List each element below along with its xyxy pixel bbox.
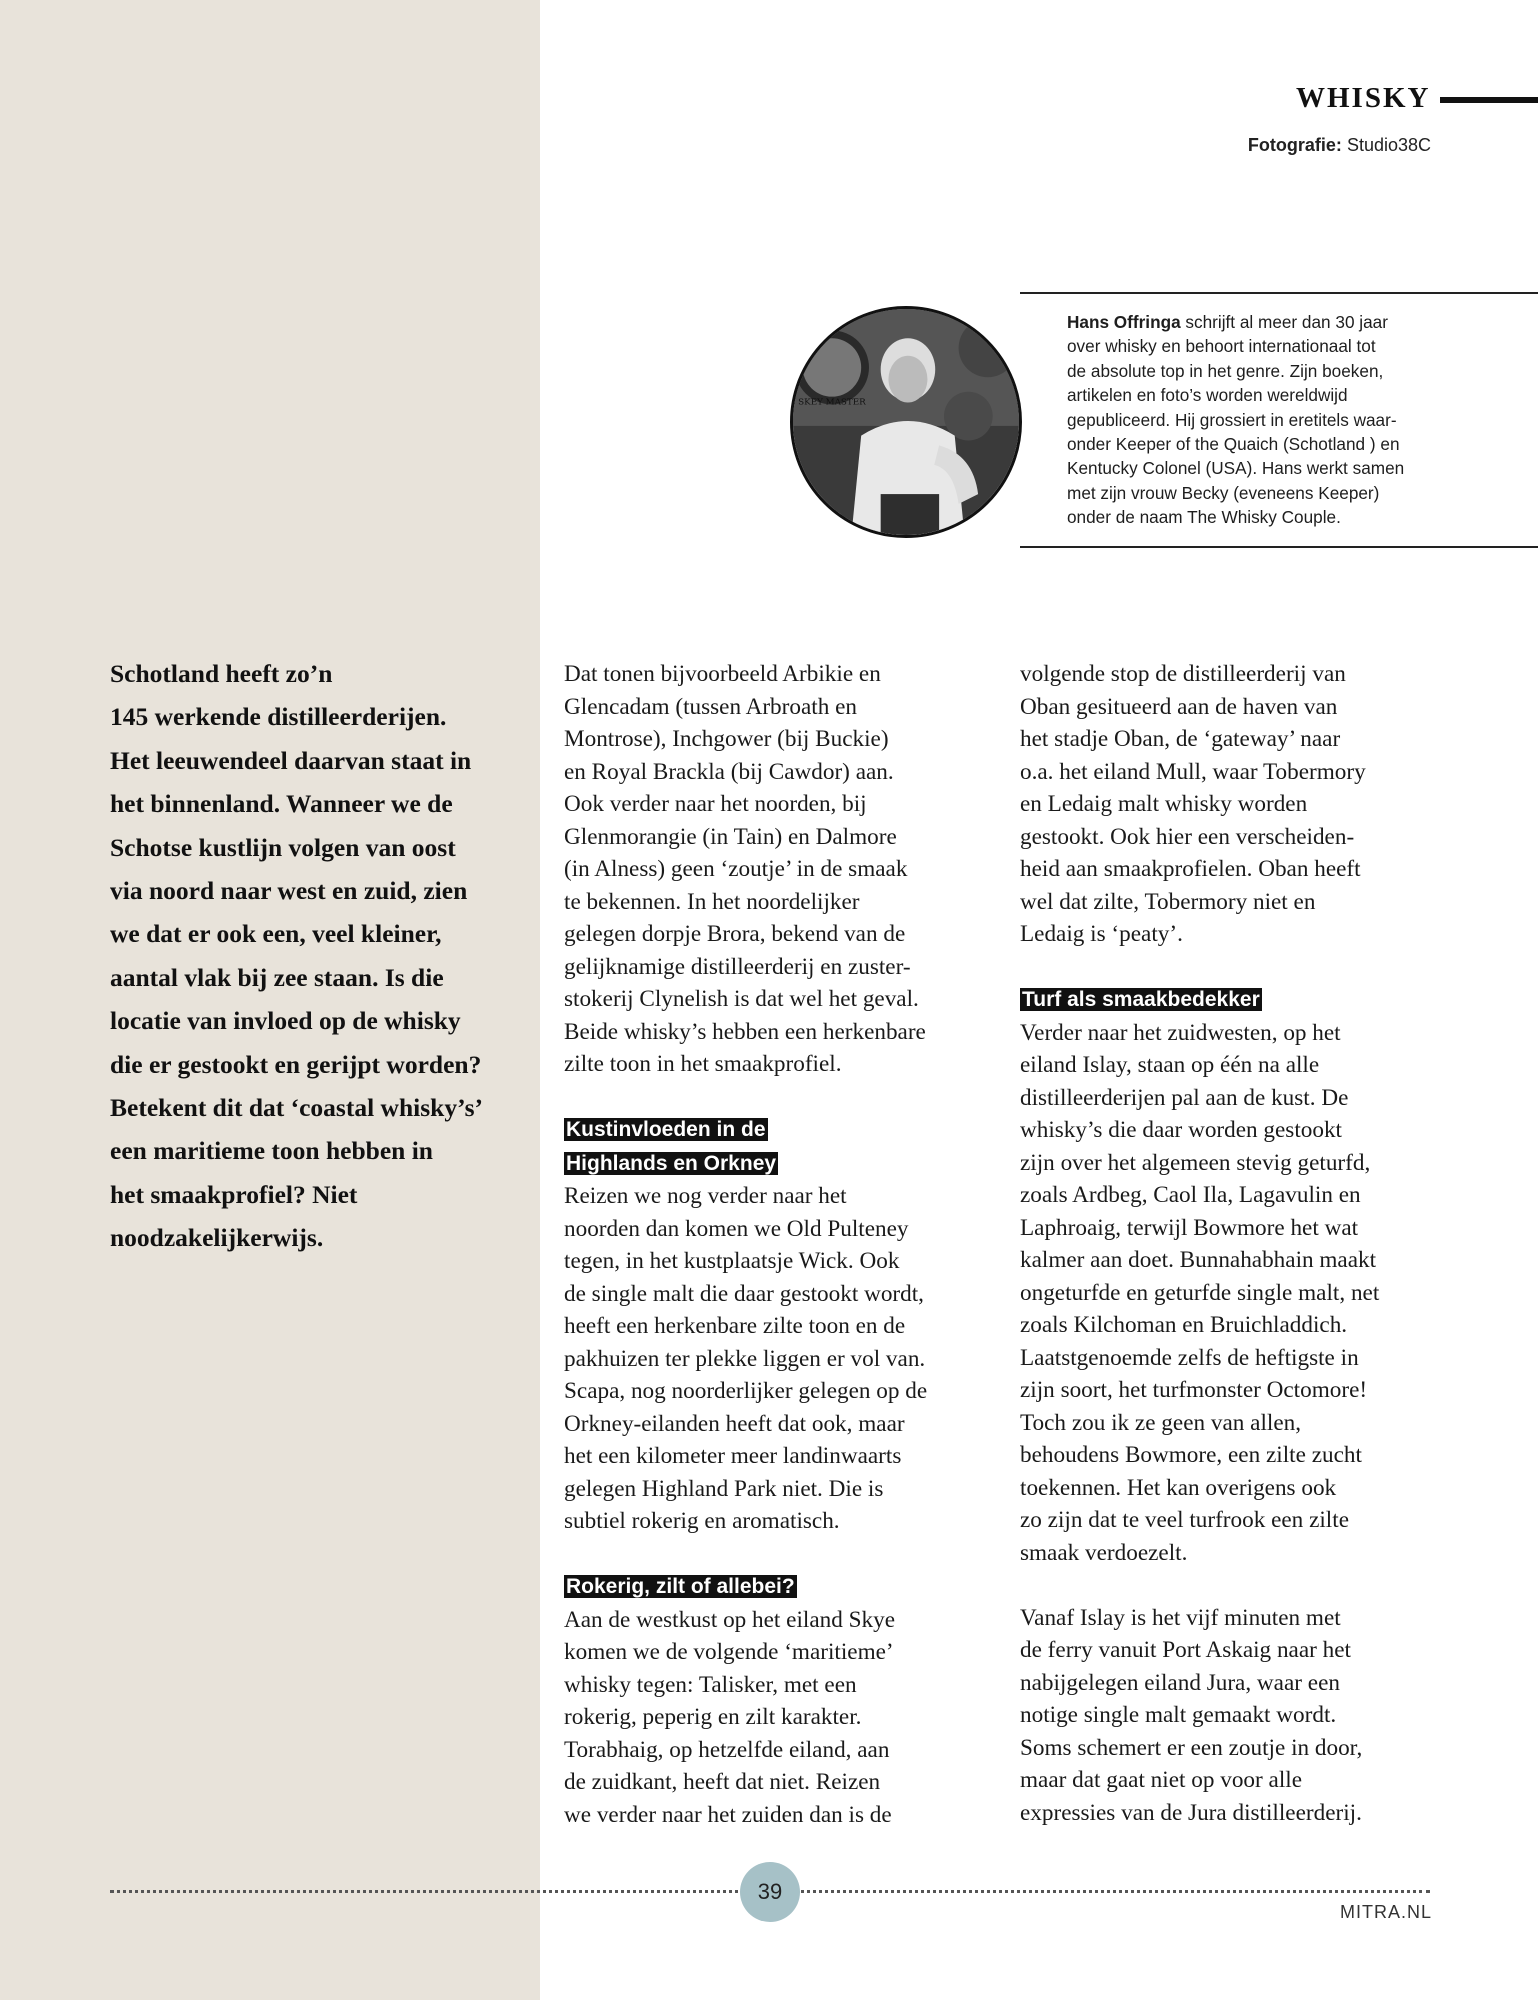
text-line: nabijgelegen eiland Jura, waar een	[1020, 1669, 1340, 1696]
text-line: Ook verder naar het noorden, bij	[564, 791, 867, 817]
paragraph	[564, 658, 984, 1081]
author-name: Hans Offringa	[1067, 312, 1181, 332]
text-line: gelijknamige distilleerderij en zuster-	[564, 953, 911, 980]
intro-line: Betekent dit dat ‘coastal whisky’s’	[110, 1093, 484, 1123]
author-box-rule-bottom	[1020, 546, 1538, 548]
text-line: smaak verdoezelt.	[1020, 1539, 1188, 1566]
bio-line: gepubliceerd. Hij grossiert in eretitels waar-	[1067, 409, 1397, 430]
bio-line: met zijn vrouw Becky (eveneens Keeper)	[1067, 482, 1380, 503]
intro-line: aantal vlak bij zee staan. Is die	[110, 962, 444, 992]
text-line: Beide whisky’s hebben een herkenbare	[564, 1018, 926, 1045]
credit-label: Fotografie:	[1247, 135, 1342, 155]
bio-line: artikelen en foto’s worden wereldwijd	[1067, 385, 1348, 406]
intro-line: die er gestookt en gerijpt worden?	[110, 1049, 482, 1079]
section-label: WHISKY	[1296, 82, 1431, 114]
intro-line: we dat er ook een, veel kleiner,	[110, 919, 442, 949]
site-name: MITRA.NL	[1339, 1902, 1432, 1922]
intro-line: het binnenland. Wanneer we de	[110, 789, 453, 819]
text-line: Scapa, nog noorderlijker gelegen op de	[564, 1378, 928, 1404]
text-line: zoals Kilchoman en Bruichladdich.	[1020, 1312, 1348, 1338]
bio-line: de absolute top in het genre. Zijn boeken,	[1067, 360, 1384, 381]
author-box	[790, 292, 1538, 548]
text-line: noorden dan komen we Old Pulteney	[564, 1215, 909, 1242]
text-line: Dat tonen bijvoorbeeld Arbikie en	[564, 661, 881, 687]
text-line: stokerij Clynelish is dat wel het geval.	[564, 986, 919, 1012]
paragraph	[564, 1180, 984, 1538]
text-line: en Royal Brackla (bij Cawdor) aan.	[564, 758, 894, 785]
text-line: eiland Islay, staan op één na alle	[1020, 1052, 1320, 1078]
text-line: Montrose), Inchgower (bij Buckie)	[564, 726, 889, 752]
credit-value: Studio38C	[1346, 135, 1431, 155]
author-photo-image	[793, 309, 1019, 535]
bio-line: onder de naam The Whisky Couple.	[1067, 507, 1341, 528]
text-line: notige single malt gemaakt wordt.	[1020, 1702, 1337, 1728]
text-line: maar dat gaat niet op voor alle	[1020, 1767, 1302, 1793]
paragraph	[564, 1604, 984, 1832]
text-line: Torabhaig, op hetzelfde eiland, aan	[564, 1736, 890, 1763]
photo-credit	[1248, 135, 1431, 156]
text-line: de ferry vanuit Port Askaig naar het	[1020, 1637, 1351, 1663]
text-line: distilleerderijen pal aan de kust. De	[1020, 1084, 1349, 1111]
text-line: Glencadam (tussen Arbroath en	[564, 693, 857, 720]
section-rule	[1440, 97, 1538, 103]
intro-line: Schotse kustlijn volgen van oost	[110, 832, 456, 862]
text-line: kalmer aan doet. Bunnahabhain maakt	[1020, 1247, 1377, 1273]
text-line: ongeturfde en geturfde single malt, net	[1020, 1279, 1380, 1306]
text-line: de zuidkant, heeft dat niet. Reizen	[564, 1769, 881, 1795]
intro-line: locatie van invloed op de whisky	[110, 1006, 461, 1036]
bio-line: Kentucky Colonel (USA). Hans werkt samen	[1067, 458, 1405, 479]
text-line: en Ledaig malt whisky worden	[1020, 791, 1308, 817]
subheading-rokerig: Rokerig, zilt of allebei?	[566, 1575, 795, 1598]
body-column-1	[564, 658, 984, 1831]
author-box-rule-top	[1020, 292, 1538, 294]
body-column-2	[1020, 658, 1440, 1829]
author-bio	[1067, 310, 1467, 530]
text-line: Laphroaig, terwijl Bowmore het wat	[1020, 1214, 1359, 1241]
paragraph	[1020, 658, 1440, 951]
text-line: zo zijn dat te veel turfrook een zilte	[1020, 1507, 1349, 1533]
text-line: subtiel rokerig en aromatisch.	[564, 1508, 840, 1534]
text-line: zilte toon in het smaakprofiel.	[564, 1051, 842, 1077]
text-line: expressies van de Jura distilleerderij.	[1020, 1799, 1362, 1826]
text-line: we verder naar het zuiden dan is de	[564, 1801, 892, 1828]
text-line: Vanaf Islay is het vijf minuten met	[1020, 1604, 1341, 1631]
text-line: toekennen. Het kan overigens ook	[1020, 1474, 1337, 1501]
text-line: whisky tegen: Talisker, met een	[564, 1671, 857, 1698]
intro-line: Het leeuwendeel daarvan staat in	[110, 745, 472, 775]
text-line: Reizen we nog verder naar het	[564, 1183, 847, 1209]
author-photo	[790, 306, 1022, 538]
bio-line: over whisky en behoort internationaal tot	[1067, 336, 1376, 357]
text-line: wel dat zilte, Tobermory niet en	[1020, 888, 1316, 915]
text-line: het een kilometer meer landinwaarts	[564, 1443, 902, 1469]
text-line: gelegen Highland Park niet. Die is	[564, 1475, 884, 1502]
text-line: Glenmorangie (in Tain) en Dalmore	[564, 823, 897, 850]
intro-text	[110, 652, 530, 1260]
text-line: zoals Ardbeg, Caol Ila, Lagavulin en	[1020, 1182, 1361, 1208]
text-line: Verder naar het zuidwesten, op het	[1020, 1019, 1341, 1046]
paragraph	[1020, 1602, 1440, 1830]
text-line: te bekennen. In het noordelijker	[564, 888, 860, 915]
text-line: heeft een herkenbare zilte toon en de	[564, 1313, 906, 1339]
intro-line: 145 werkende distilleerderijen.	[110, 702, 447, 732]
intro-line: een maritieme toon hebben in	[110, 1136, 433, 1166]
text-line: zijn over het algemeen stevig geturfd,	[1020, 1149, 1371, 1176]
text-line: gestookt. Ook hier een verscheiden-	[1020, 823, 1355, 850]
text-line: Ledaig is ‘peaty’.	[1020, 921, 1183, 947]
text-line: Aan de westkust op het eiland Skye	[564, 1606, 895, 1633]
paragraph	[1020, 1017, 1440, 1570]
text-line: whisky’s die daar worden gestookt	[1020, 1117, 1342, 1143]
bio-line: schrijft al meer dan 30 jaar	[1180, 312, 1388, 332]
intro-line: noodzakelijkerwijs.	[110, 1223, 324, 1253]
text-line: Soms schemert er een zoutje in door,	[1020, 1734, 1363, 1761]
text-line: de single malt die daar gestookt wordt,	[564, 1280, 924, 1307]
bio-line: onder Keeper of the Quaich (Schotland ) en	[1067, 434, 1400, 455]
subheading-turf: Turf als smaakbedekker	[1022, 988, 1260, 1011]
text-line: Orkney-eilanden heeft dat ook, maar	[564, 1410, 905, 1437]
badge-text: SKEY MASTER	[798, 397, 866, 408]
intro-line: het smaakprofiel? Niet	[110, 1179, 358, 1209]
text-line: tegen, in het kustplaatsje Wick. Ook	[564, 1248, 900, 1274]
text-line: behoudens Bowmore, een zilte zucht	[1020, 1442, 1362, 1468]
text-line: komen we de volgende ‘maritieme’	[564, 1639, 894, 1665]
text-line: gelegen dorpje Brora, bekend van de	[564, 921, 906, 947]
text-line: rokerig, peperig en zilt karakter.	[564, 1704, 862, 1730]
intro-line: via noord naar west en zuid, zien	[110, 876, 468, 906]
text-line: het stadje Oban, de ‘gateway’ naar	[1020, 726, 1341, 752]
intro-line: Schotland heeft zo’n	[110, 659, 333, 688]
text-line: o.a. het eiland Mull, waar Tobermory	[1020, 758, 1366, 785]
text-line: zijn soort, het turfmonster Octomore!	[1020, 1377, 1368, 1403]
subheading-kustinvloeden: Kustinvloeden in de Highlands en Orkney	[566, 1118, 777, 1175]
text-line: heid aan smaakprofielen. Oban heeft	[1020, 856, 1361, 882]
text-line: volgende stop de distilleerderij van	[1020, 661, 1346, 687]
text-line: Laatstgenoemde zelfs de heftigste in	[1020, 1344, 1359, 1371]
text-line: Toch zou ik ze geen van allen,	[1020, 1409, 1302, 1436]
text-line: (in Alness) geen ‘zoutje’ in de smaak	[564, 856, 908, 882]
text-line: pakhuizen ter plekke liggen er vol van.	[564, 1345, 926, 1372]
text-line: Oban gesitueerd aan de haven van	[1020, 693, 1338, 720]
page-number: 39	[740, 1862, 800, 1922]
